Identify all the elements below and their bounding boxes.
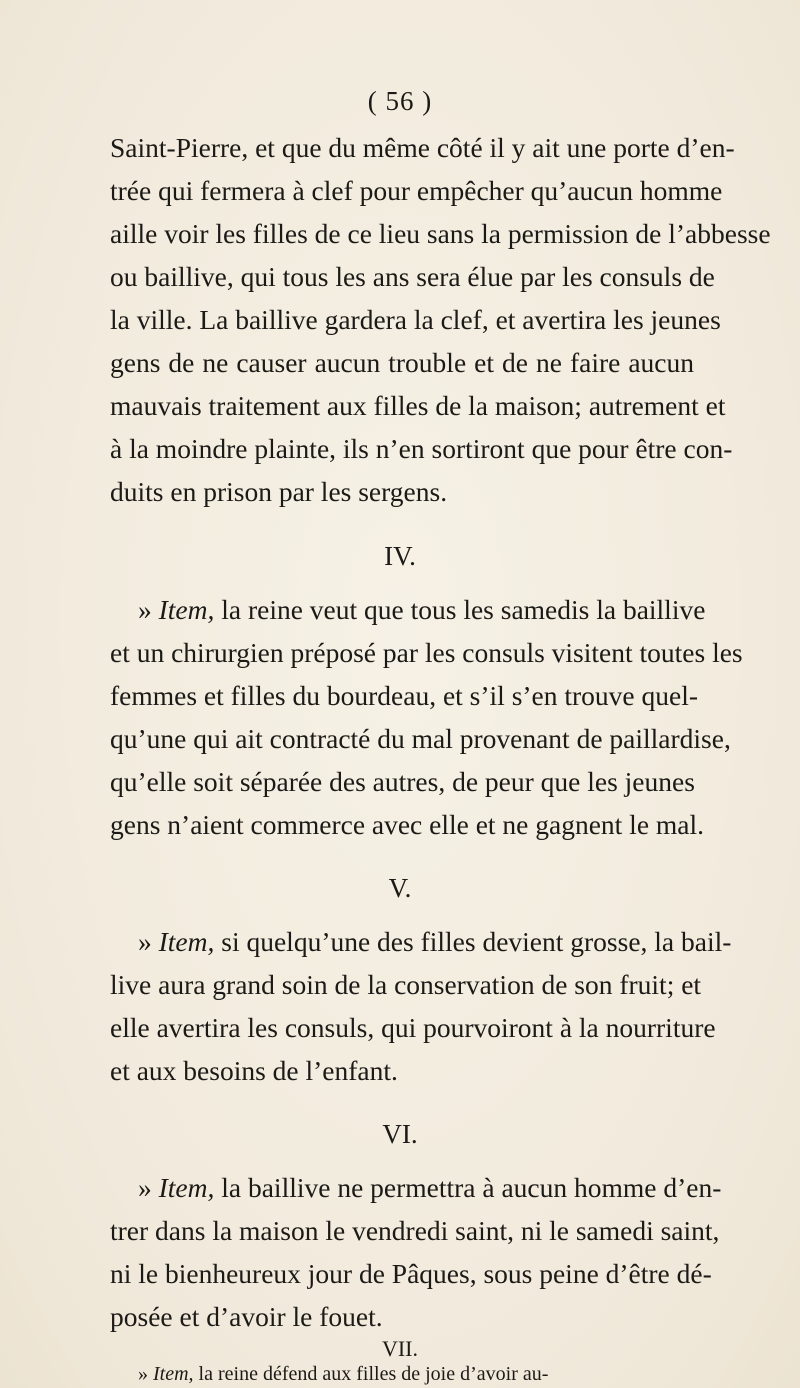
section-heading: V. — [388, 873, 412, 903]
text-line: live aura grand soin de la conservation de son fruit; et — [110, 969, 702, 1000]
text-line: Saint-Pierre, et que du même côté il y ait une porte d’en- — [110, 132, 735, 163]
item-label: Item, — [158, 926, 215, 957]
text-line: gens de ne causer aucun trouble et de ne faire aucun — [110, 347, 694, 378]
text-line: posée et d’avoir le fouet. — [110, 1301, 383, 1332]
text-line: à la moindre plainte, ils n’en sortiront que pour être con- — [110, 433, 733, 464]
text-line: femmes et filles du bourdeau, et s’il s’en trouve quel- — [110, 680, 699, 711]
text-line: la ville. La baillive gardera la clef, et avertira les jeunes — [110, 304, 721, 335]
section-heading: VII. — [381, 1336, 419, 1361]
text-line: aille voir les filles de ce lieu sans la permission de l’abbesse — [110, 218, 771, 249]
text-line: gens n’aient commerce avec elle et ne gagnent le mal. — [110, 809, 705, 840]
quote-mark: » — [138, 1363, 148, 1385]
text-line: et aux besoins de l’enfant. — [110, 1055, 398, 1086]
text-line: trée qui fermera à clef pour empêcher qu’aucun homme — [110, 175, 723, 206]
text-line: mauvais traitement aux filles de la maison; autrement et — [110, 390, 726, 421]
item-text: la reine défend aux filles de joie d’avoir au- — [198, 1363, 549, 1385]
quote-mark: » — [138, 1172, 152, 1203]
text-line: qu’elle soit séparée des autres, de peur que les jeunes — [110, 766, 695, 797]
text-line: trer dans la maison le vendredi saint, ni le samedi saint, — [110, 1215, 720, 1246]
section-heading: IV. — [384, 541, 416, 571]
text-line: ni le bienheureux jour de Pâques, sous peine d’être dé- — [110, 1258, 712, 1289]
item-text: la reine veut que tous les samedis la baillive — [221, 594, 706, 625]
item-text: si quelqu’une des filles devient grosse, la bail- — [221, 926, 732, 957]
item-label: Item, — [153, 1363, 194, 1385]
text-line: et un chirurgien préposé par les consuls visitent toutes les — [110, 637, 743, 668]
item-label: Item, — [158, 594, 215, 625]
text-line: qu’une qui ait contracté du mal provenant de paillardise, — [110, 723, 731, 754]
item-first-line — [138, 1168, 722, 1208]
text-line: duits en prison par les sergens. — [110, 476, 448, 507]
item-text: la baillive ne permettra à aucun homme d’en- — [221, 1172, 722, 1203]
text-line: elle avertira les consuls, qui pourvoiront à la nourriture — [110, 1012, 716, 1043]
item-first-line — [138, 922, 732, 962]
quote-mark: » — [138, 594, 152, 625]
item-first-line — [138, 1362, 694, 1386]
item-label: Item, — [158, 1172, 215, 1203]
text-line: ou baillive, qui tous les ans sera élue par les consuls de — [110, 261, 715, 292]
page-number: ( 56 ) — [367, 86, 433, 116]
section-heading: VI. — [382, 1119, 418, 1149]
item-first-line — [138, 590, 706, 630]
quote-mark: » — [138, 926, 152, 957]
